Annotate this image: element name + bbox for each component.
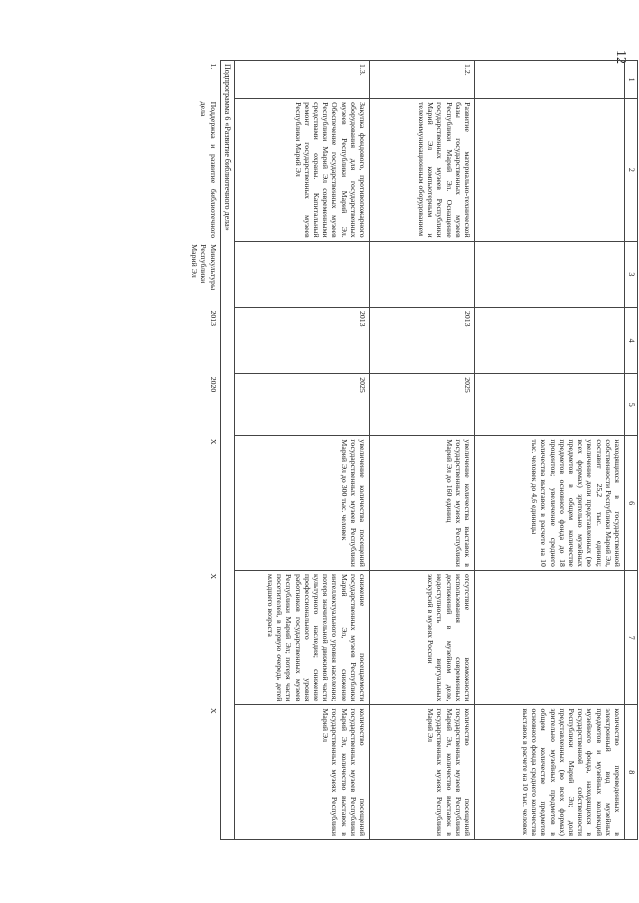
- row-number: 1.2.: [370, 61, 475, 99]
- end-year-cell: 2025: [370, 374, 475, 436]
- table-row: [235, 61, 370, 840]
- row-number: [475, 61, 625, 99]
- consequences-cell: [475, 570, 625, 705]
- header-col-8: 8: [625, 705, 638, 840]
- rotated-table-container: [123, 60, 638, 840]
- header-col-4: 4: [625, 307, 638, 373]
- row-number: 1.3.: [235, 61, 370, 99]
- table-row: [370, 61, 475, 840]
- executor-cell: Минкультуры Республики Марий Эл: [190, 244, 218, 291]
- consequences-cell: X: [208, 573, 218, 580]
- start-year-cell: 2013: [235, 307, 370, 373]
- page-number: 12: [613, 50, 628, 64]
- indicator-cell: количество посещений государственных музеев Республики Марий Эл, количество выставок в государственных музеях Республики Марий Эл: [235, 705, 370, 840]
- result-cell: находящихся в государственной собственности Республики Марий Эл, составит 25,2 тыс. единиц; увеличение доли представленных (во всех формах) зрительно музейных предметов в общем количестве предметов основного фонда до 18 процентов; увеличение среднего количества выставок в расчете на 10 тыс. человек до 4,6 единицы: [475, 436, 625, 571]
- table-row: [475, 61, 625, 840]
- result-cell: увеличение количества посещений государственных музеев Республики Марий Эл до 300 тыс. человек: [235, 436, 370, 571]
- header-col-6: 6: [625, 436, 638, 571]
- result-cell: увеличение количества выставок в государственных музеях Республики Марий Эл до 160 единиц: [370, 436, 475, 571]
- end-year-cell: 2025: [235, 374, 370, 436]
- start-year-cell: 2013: [208, 310, 218, 327]
- executor-cell: [370, 241, 475, 307]
- measure-cell: Поддержка и развитие библиотечного дела: [199, 101, 218, 239]
- header-row: [625, 61, 638, 840]
- header-col-5: 5: [625, 374, 638, 436]
- table-row: [176, 61, 221, 840]
- result-cell: X: [208, 438, 218, 445]
- start-year-cell: [475, 307, 625, 373]
- measure-cell: Развитие материально-технической базы государственных музеев Республики Марий Эл. Оснащение государственных музеев Республики Марий Эл компьютерным и телекоммуникационным оборудованием: [370, 99, 475, 242]
- header-col-3: 3: [625, 241, 638, 307]
- program-table: [176, 60, 638, 840]
- subprogram-title: Подпрограмма 6 «Развитие библиотечного дела»: [220, 61, 234, 840]
- indicator-cell: количество посещений государственных музеев Республики Марий Эл, количество выставок в государственных музеях Республики Марий Эл: [370, 705, 475, 840]
- header-col-2: 2: [625, 99, 638, 242]
- executor-cell: [235, 241, 370, 307]
- header-col-7: 7: [625, 570, 638, 705]
- indicator-cell: количество переведенных в электронный вид музейных предметов и музейных коллекций музейного фонда, находящихся в государственной собственности Республики Марий Эл; доля представленных (во всех формах) зрительно музейных предметов в общем количестве предметов основного фонда среднего количества выставок в расчете на 10 тыс. человек: [475, 705, 625, 840]
- start-year-cell: 2013: [370, 307, 475, 373]
- measure-cell: Закупка фондового, противопожарного оборудования для государственных музеев Республики Марий Эл. Обеспечение государственных музеев Республики Марий Эл современными средствами охраны. Капитальный ремонт государственных музеев Республики Марий Эл: [235, 99, 370, 242]
- consequences-cell: снижение посещаемости государственных музеев Республики Марий Эл, снижение интеллектуального уровня населения; потеря значительной движимой части культурного наследия; снижение профессионального уровня работников государственных музеев Республики Марий Эл; потеря части посетителей, в первую очередь детей младшего возраста: [235, 570, 370, 705]
- measure-cell: [475, 99, 625, 242]
- header-col-1: 1: [625, 61, 638, 99]
- executor-cell: [475, 241, 625, 307]
- consequences-cell: отсутствие возможности использования современных достижений в музейном деле, недоступность виртуальных экскурсий в музеях России: [370, 570, 475, 705]
- end-year-cell: [475, 374, 625, 436]
- indicator-cell: X: [208, 707, 218, 714]
- row-number: 1.: [208, 63, 218, 70]
- end-year-cell: 2020: [208, 376, 218, 393]
- subprogram-row: [220, 61, 234, 840]
